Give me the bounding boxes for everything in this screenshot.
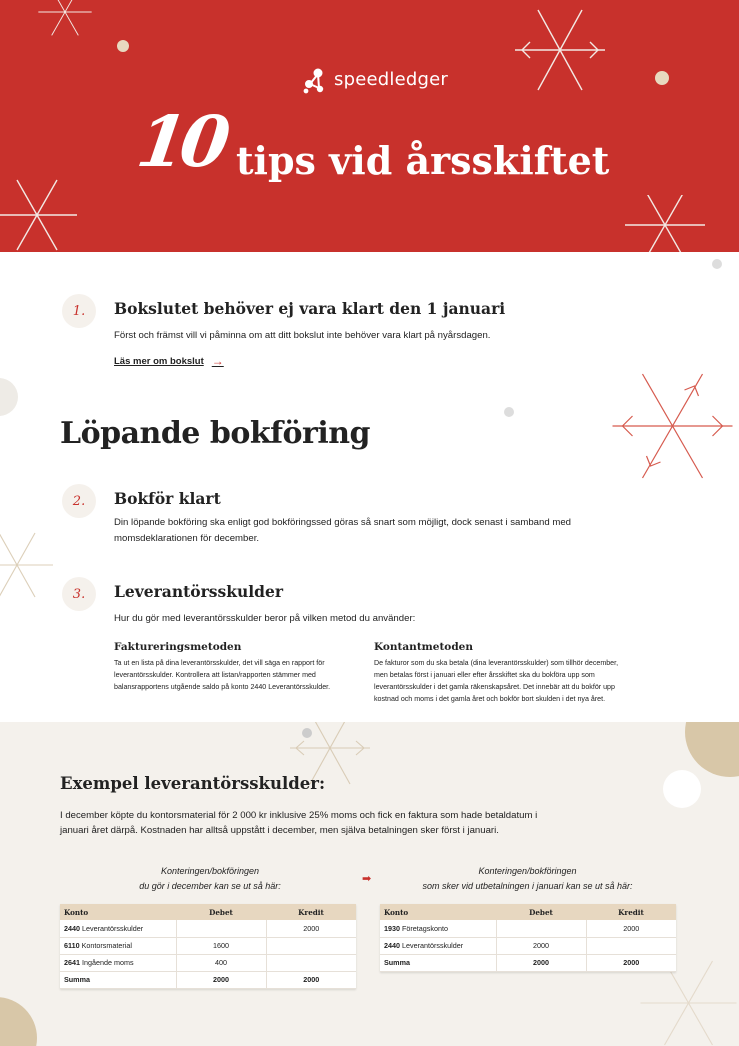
caption-december [100,864,320,894]
column-header: Kredit [266,904,356,920]
sum-kredit: 2000 [266,971,356,988]
link-label: Läs mer om bokslut [114,355,204,367]
method2-line: leverantörsskulder i det gamla räkenskapsåret. Det innebär att du bokför upp [374,683,615,691]
account-cell [60,954,176,971]
snowflake-icon [638,960,739,1046]
method2-line: De fakturor som du ska betala (dina leverantörsskulder) som tillhör december, [374,659,619,667]
account-number: 2440 [64,923,80,933]
tip3-body: Hur du gör med leverantörsskulder beror på vilken metod du använder: [114,613,416,624]
method2-title: Kontantmetoden [374,641,473,653]
example-para-line1: I december köpte du kontorsmaterial för 2 000 kr inklusive 25% moms och fick en faktura som hade betaldatum i [60,810,538,821]
column-header: Konto [60,904,176,920]
decor-dot [685,722,739,777]
debet-cell [496,920,586,937]
account-number: 6110 [64,941,80,950]
debet-cell: 1600 [176,937,266,954]
bookkeeping-table-january [380,904,676,972]
debet-cell [176,920,266,937]
table-header-row [60,904,356,920]
caption-january [400,864,655,894]
kredit-cell: 2000 [586,920,676,937]
account-name: Leverantörsskulder [80,923,144,933]
example-heading: Exempel leverantörsskulder: [60,774,326,793]
account-name: Kontorsmaterial [79,941,132,950]
snowflake-icon [606,366,739,486]
tip2-body-line2: momsdeklarationen för december. [114,533,260,544]
account-number: 1930 [384,923,400,933]
account-name: Företagskonto [400,923,448,933]
kredit-cell [266,937,356,954]
method2-line: men betalas först i januari eller efter årsskiftet ska du bokföra upp som [374,671,595,679]
table-header-row [380,904,676,920]
tip2-body-line1: Din löpande bokföring ska enligt god bokföringssed göras så snart som möjligt, dock senast i samband med [114,517,572,528]
method1-line: Ta ut en lista på dina leverantörsskulder, det vill säga en rapport för [114,659,325,667]
account-cell [60,937,176,954]
decor-dot [0,997,37,1046]
sum-debet: 2000 [496,954,586,971]
sum-kredit: 2000 [586,954,676,971]
sum-row [380,954,676,971]
step-number-2: 2. [62,484,96,518]
table-row [60,920,356,937]
column-header: Debet [176,904,266,920]
caption-line: Konteringen/bokföringen [160,866,260,876]
decor-dot [663,770,701,808]
step-number-3: 3. [62,577,96,611]
method2-line: kostnad och moms i det gamla året och bokför bort skulden i det nya året. [374,695,606,703]
header-banner [0,0,739,252]
arrow-right-icon: ➡ [362,873,372,885]
sum-label: Summa [60,971,176,988]
method1-line: balansrapportens utgående saldo på konto 2440 Leverantörsskulder. [114,683,331,691]
sum-debet: 2000 [176,971,266,988]
snowflake-icon [0,175,82,252]
decor-dot [302,728,312,738]
snowflake-icon [20,0,110,42]
table-row [60,937,356,954]
title-number: 10 [132,100,230,183]
tip2-title: Bokför klart [114,489,221,508]
snowflake-icon [505,0,615,100]
column-header: Konto [380,904,496,920]
decor-dot [712,259,722,269]
section-heading: Löpande bokföring [60,416,371,451]
column-header: Kredit [586,904,676,920]
account-name: Leverantörsskulder [400,941,464,950]
account-cell [60,920,176,937]
decor-dot [504,407,514,417]
column-header: Debet [496,904,586,920]
table-row [380,920,676,937]
kredit-cell: 2000 [266,920,356,937]
speedledger-logo[interactable] [302,64,448,94]
kredit-cell [266,954,356,971]
decor-dot [0,378,18,416]
sum-row [60,971,356,988]
caption-line: Konteringen/bokföringen [478,866,577,876]
decor-dot [655,71,669,85]
tip3-title: Leverantörsskulder [114,582,283,601]
sum-label: Summa [380,954,496,971]
account-number: 2641 [64,958,80,967]
bookkeeping-table-december [60,904,356,989]
account-cell [380,937,496,954]
debet-cell: 400 [176,954,266,971]
table-row [380,937,676,954]
account-name: Ingående moms [80,958,134,967]
read-more-bokslut-link[interactable] [114,354,224,368]
brand-name: speedledger [334,68,448,90]
caption-line: du gör i december kan se ut så här: [139,881,281,891]
example-para-line2: januari året därpå. Kostnaden har alltså uppstått i december, men själva betalningen sker först i januari. [60,825,499,836]
debet-cell: 2000 [496,937,586,954]
table-row [60,954,356,971]
account-cell [380,920,496,937]
tip1-title: Bokslutet behöver ej vara klart den 1 januari [114,299,506,318]
snowflake-icon [0,520,55,610]
arrow-right-icon: → [211,354,224,368]
method1-title: Faktureringsmetoden [114,641,242,653]
caption-line: som sker vid utbetalningen i januari kan se ut så här: [422,881,633,891]
speedledger-logo-icon [302,64,328,94]
step-number-1: 1. [62,294,96,328]
page-title: tips vid årsskiftet [236,138,610,183]
tip1-body: Först och främst vill vi påminna om att ditt bokslut inte behöver vara klart på nyårsdagen. [114,330,491,341]
decor-dot [117,40,129,52]
kredit-cell [586,937,676,954]
account-number: 2440 [384,941,400,950]
snowflake-icon [620,195,710,252]
method1-line: leverantörsskulder. Kontrollera att listan/rapporten stämmer med [114,671,316,679]
